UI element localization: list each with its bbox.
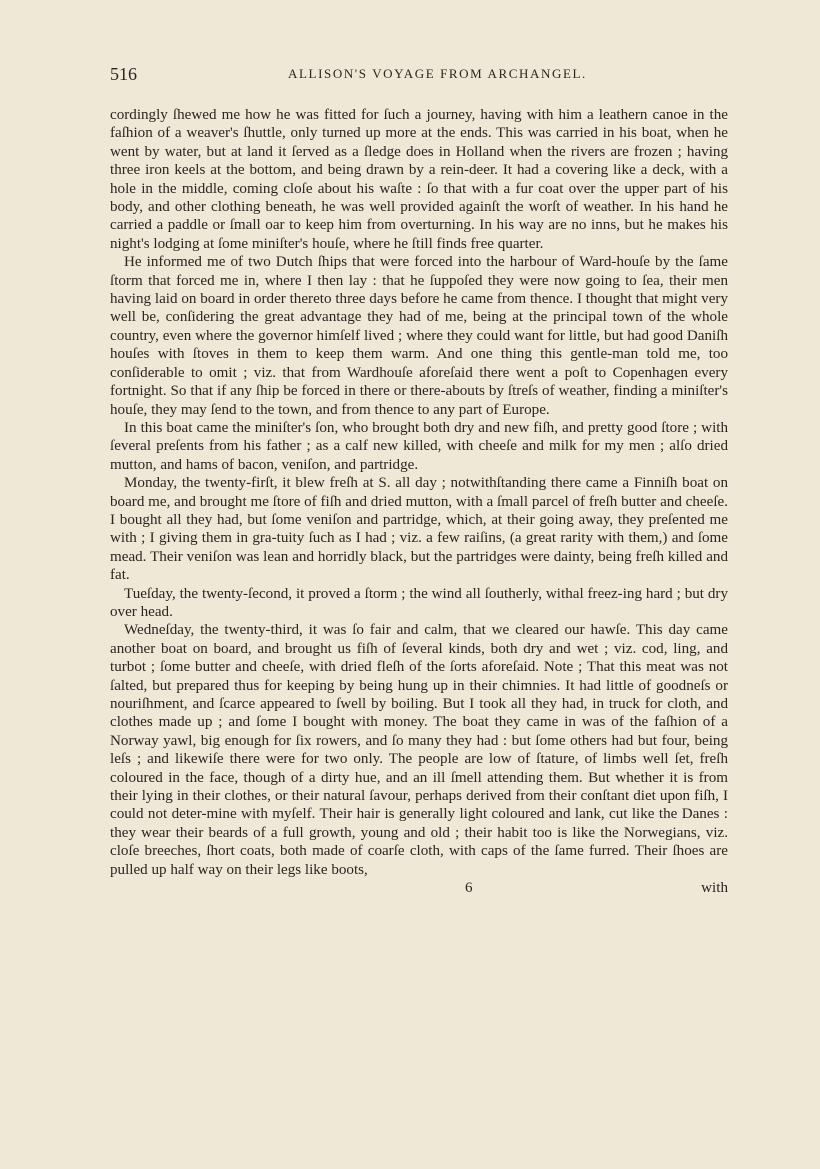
body-text — [110, 106, 728, 879]
page-number: 516 — [110, 64, 137, 84]
signature-mark: 6 — [465, 880, 473, 897]
page-footer — [110, 879, 728, 899]
paragraph: Tueſday, the twenty-ſecond, it proved a ſtorm ; the wind all ſoutherly, withal freez-ing hard ; but dry over head. — [110, 585, 728, 620]
paragraph: He informed me of two Dutch ſhips that were forced into the harbour of Ward-houſe by the ſame ſtorm that forced me in, where I then lay : that he ſuppoſed they were now going to ſea, their men having laid on board in order thereto three days before he came from thence. I thought that might very well be, conſidering the great advantage they had of me, being at the principal town of the whole country, even where the governor himſelf lived ; where they could want for little, but had good Daniſh houſes with ſtoves in them to keep them warm. And one thing this gentle-man told me, too conſiderable to omit ; viz. that from Wardhouſe aforeſaid there went a poſt to Copenhagen every fortnight. So that if any ſhip be forced in there or there-abouts by ſtreſs of weather, finding a miniſter's houſe, they may ſend to the town, and from thence to any part of Europe. — [110, 254, 728, 418]
paragraph: In this boat came the miniſter's ſon, who brought both dry and new fiſh, and pretty good ſtore ; with ſeveral preſents from his father ; as a calf new killed, with cheeſe and milk for my men ; alſo dried mutton, and hams of bacon, veniſon, and partridge. — [110, 419, 728, 473]
page-header — [110, 64, 728, 94]
paragraph: cordingly ſhewed me how he was fitted for ſuch a journey, having with him a leathern canoe in the faſhion of a weaver's ſhuttle, only turned up more at the ends. This was carried in his boat, when he went by water, but at land it ſerved as a ſledge does in Holland when the rivers are frozen ; having three iron keels at the bottom, and being drawn by a rein-deer. It had a covering like a deck, with a hole in the middle, coming cloſe about his waſte : ſo that with a fur coat over the upper part of his body, and other clothing beneath, he was well provided againſt the worſt of weather. In his hand he carried a paddle or ſmall oar to keep him from overturning. In his way are no inns, but he makes his night's lodging at ſome miniſter's houſe, where he ſtill finds free quarter. — [110, 107, 728, 252]
running-head: ALLISON'S VOYAGE FROM ARCHANGEL. — [288, 66, 587, 81]
catchword: with — [701, 880, 728, 897]
paragraph: Monday, the twenty-firſt, it blew freſh at S. all day ; notwithſtanding there came a Finniſh boat on board me, and brought me ſtore of fiſh and dried mutton, with a ſmall parcel of freſh butter and cheeſe. I bought all they had, but ſome veniſon and partridge, which, at their going away, they preſented me with ; I giving them in gra-tuity ſuch as I had ; viz. a few raiſins, (a great rarity with them,) and ſome mead. Their veniſon was lean and horridly black, but the partridges were dainty, being freſh killed and fat. — [110, 475, 728, 584]
paragraph: Wedneſday, the twenty-third, it was ſo fair and calm, that we cleared our hawſe. This day came another boat on board, and brought us fiſh of ſeveral kinds, both dry and wet ; viz. cod, ling, and turbot ; ſome butter and cheeſe, with dried fleſh of the ſorts aforeſaid. Note ; That this meat was not ſalted, but prepared thus for keeping by being hung up in their chimnies. It had little of goodneſs or nouriſhment, and ſcarce appeared to ſwell by boiling. But I took all they had, in truck for cloth, and clothes made up ; and ſome I bought with money. The boat they came in was of the faſhion of a Norway yawl, big enough for ſix rowers, and ſo many they had : but ſome others had but four, being leſs ; and likewiſe there were for two only. The people are low of ſtature, of limbs well ſet, freſh coloured in the face, though of a dirty hue, and an ill ſmell attending them. But whether it is from their lying in their clothes, or their natural ſavour, perhaps derived from their conſtant diet upon fiſh, I could not deter-mine with myſelf. Their hair is generally light coloured and lank, cut like the Danes : they wear their beards of a full growth, young and old ; their habit too is like the Norwegians, viz. cloſe breeches, ſhort coats, both made of coarſe cloth, with caps of the ſame furred. Their ſhoes are pulled up half way on their legs like boots, — [110, 622, 728, 878]
